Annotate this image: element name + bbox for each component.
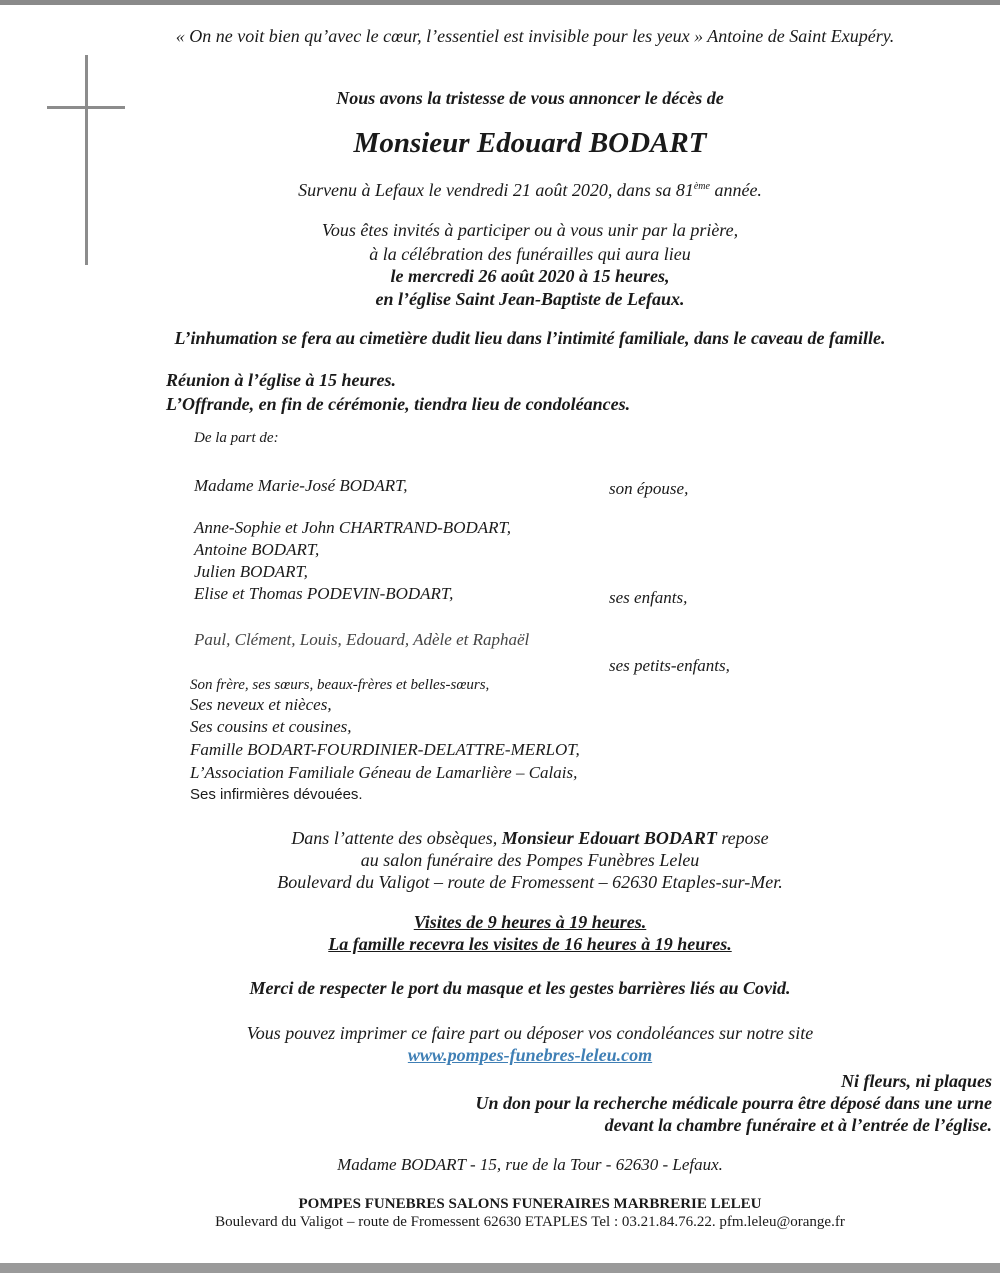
family-other: Famille BODART-FOURDINIER-DELATTRE-MERLOT, <box>190 740 580 759</box>
family-other: Son frère, ses sœurs, beaux-frères et belles-sœurs, <box>190 677 490 693</box>
bottom-border <box>0 1263 1000 1273</box>
donation-line2: devant la chambre funéraire et à l’entrée de l’église. <box>604 1115 992 1135</box>
rest-line3: Boulevard du Valigot – route de Fromessent – 62630 Etaples-sur-Mer. <box>277 872 783 892</box>
child: Julien BODART, <box>194 562 308 581</box>
family-other: Ses neveux et nièces, <box>190 695 332 714</box>
child: Elise et Thomas PODEVIN-BODART, <box>194 584 454 603</box>
family-other: Ses cousins et cousines, <box>190 717 352 736</box>
children-role: ses enfants, <box>609 588 688 607</box>
spouse: Madame Marie-José BODART, <box>194 476 408 495</box>
footer-contact: Boulevard du Valigot – route de Fromessent 62630 ETAPLES Tel : 03.21.84.76.22. pfm.leleu@orange.fr <box>215 1214 845 1230</box>
invitation-line1: Vous êtes invités à participer ou à vous unir par la prière, <box>321 220 739 240</box>
spouse-role: son épouse, <box>609 479 689 498</box>
rest-line2: au salon funéraire des Pompes Funèbres Leleu <box>360 850 700 870</box>
website-link[interactable]: www.pompes-funebres-leleu.com <box>407 1045 653 1065</box>
quote: « On ne voit bien qu’avec le cœur, l’essentiel est invisible pour les yeux » Antoine de Saint Exupéry. <box>175 26 895 46</box>
grandchildren-role: ses petits-enfants, <box>609 656 730 675</box>
print-text: Vous pouvez imprimer ce faire part ou déposer vos condoléances sur notre site <box>246 1023 814 1043</box>
from-label: De la part de: <box>194 430 279 446</box>
donation-line1: Un don pour la recherche médicale pourra être déposé dans une urne <box>475 1093 992 1113</box>
top-border <box>0 0 1000 5</box>
family-other: L’Association Familiale Géneau de Lamarlière – Calais, <box>190 763 578 782</box>
death-notice: Survenu à Lefaux le vendredi 21 août 2020, dans sa 81ème année. <box>298 180 762 200</box>
cross-icon-bar <box>47 106 125 109</box>
cross-icon <box>85 55 88 265</box>
visits-line1: Visites de 9 heures à 19 heures. <box>413 912 647 932</box>
offering-notice: L’Offrande, en fin de cérémonie, tiendra lieu de condoléances. <box>166 394 631 414</box>
flowers-notice: Ni fleurs, ni plaques <box>840 1071 992 1091</box>
child: Antoine BODART, <box>194 540 320 559</box>
rest-line1: Dans l’attente des obsèques, Monsieur Edouart BODART repose <box>291 828 769 848</box>
child: Anne-Sophie et John CHARTRAND-BODART, <box>194 518 511 537</box>
funeral-place: en l’église Saint Jean-Baptiste de Lefaux. <box>375 289 685 309</box>
footer-company: POMPES FUNEBRES SALONS FUNERAIRES MARBRERIE LELEU <box>298 1196 762 1212</box>
family-other: Ses infirmières dévouées. <box>190 786 363 803</box>
grandchildren: Paul, Clément, Louis, Edouard, Adèle et Raphaël <box>194 630 530 649</box>
intro-text: Nous avons la tristesse de vous annoncer le décès de <box>336 88 724 108</box>
covid-notice: Merci de respecter le port du masque et les gestes barrières liés au Covid. <box>249 978 791 998</box>
visits-line2: La famille recevra les visites de 16 heures à 19 heures. <box>328 934 732 954</box>
meeting-notice: Réunion à l’église à 15 heures. <box>166 370 397 390</box>
invitation-line2: à la célébration des funérailles qui aura lieu <box>369 244 691 264</box>
burial-notice: L’inhumation se fera au cimetière dudit lieu dans l’intimité familiale, dans le caveau de famille. <box>174 328 886 348</box>
funeral-date: le mercredi 26 août 2020 à 15 heures, <box>390 266 670 286</box>
home-address: Madame BODART - 15, rue de la Tour - 62630 - Lefaux. <box>337 1155 723 1174</box>
deceased-name: Monsieur Edouard BODART <box>353 127 707 159</box>
